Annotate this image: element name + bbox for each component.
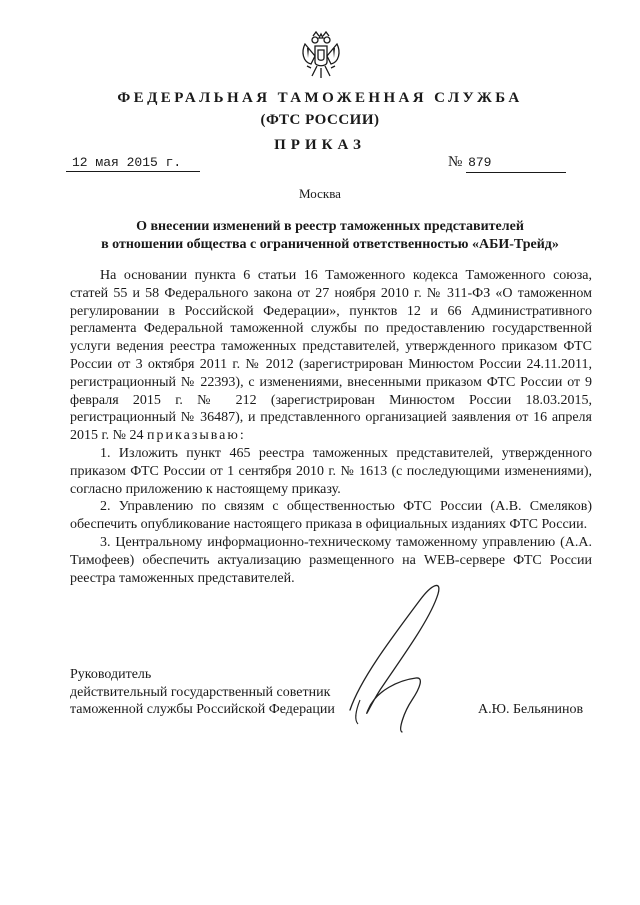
signatory-title [70,666,335,719]
subject-line: в отношении общества с ограниченной ответственностью «АБИ-Трейд» [101,237,559,252]
city: Москва [299,186,341,201]
order-item: 1. Изложить пункт 465 реестра таможенных представителей, утвержденного приказом ФТС России от 1 сентября 2010 г. № 1613 (с последующими изменениями), согласно приложению к настоящему приказу. [70,445,592,497]
signatory-title-line: Руководитель [70,667,152,682]
agency-short-name: (ФТС РОССИИ) [260,112,380,128]
order-word: приказываю: [147,428,246,444]
subject-heading [70,218,590,254]
document-type: ПРИКАЗ [274,137,366,153]
order-item: 3. Центральному информационно-техническому таможенному управлению (А.А. Тимофеев) обеспечить актуализацию размещенного на WEB-сервере ФТС России реестра таможенных представителей. [70,534,592,586]
eagle-emblem-icon [299,30,343,82]
preamble-text: На основании пункта 6 статьи 16 Таможенного кодекса Таможенного союза, статей 55 и 58 Федерального закона от 27 ноября 2010 г. № 311-ФЗ «О таможенном регулировании в Российской Федерации», пунктов 12 и 66 Административного регламента Федеральной таможенной службы по предоставлению государственной услуги ведения реестра таможенных представителей, утвержденного приказом ФТС России от 3 октября 2011 г. № 2012 (зарегистрирован Минюстом России 24.11.2011, регистрационный № 22393), с изменениями, внесенными приказом ФТС России от 9 февраля 2015 г. № 212 (зарегистрирован Минюстом России 18.03.2015, регистрационный № 36487), и представленного организацией заявления от 16 апреля 2015 г. № 24 [70,268,592,444]
order-item: 2. Управлению по связям с общественностью ФТС России (А.В. Смеляков) обеспечить опубликование настоящего приказа в официальных изданиях ФТС России. [70,499,592,533]
order-number-value: 879 [466,154,566,173]
agency-name: ФЕДЕРАЛЬНАЯ ТАМОЖЕННАЯ СЛУЖБА [117,90,523,106]
signatory-title-line: таможенной службы Российской Федерации [70,702,335,718]
preamble-paragraph [70,267,592,445]
handwritten-signature [320,560,480,760]
subject-line: О внесении изменений в реестр таможенных представителей [136,219,524,234]
order-date: 12 мая 2015 г. [66,155,200,172]
order-body [70,267,592,587]
order-number [448,153,582,173]
signatory-title-line: действительный государственный советник [70,684,331,700]
number-sign: № [448,154,463,170]
signatory-name: А.Ю. Бельянинов [478,702,584,717]
